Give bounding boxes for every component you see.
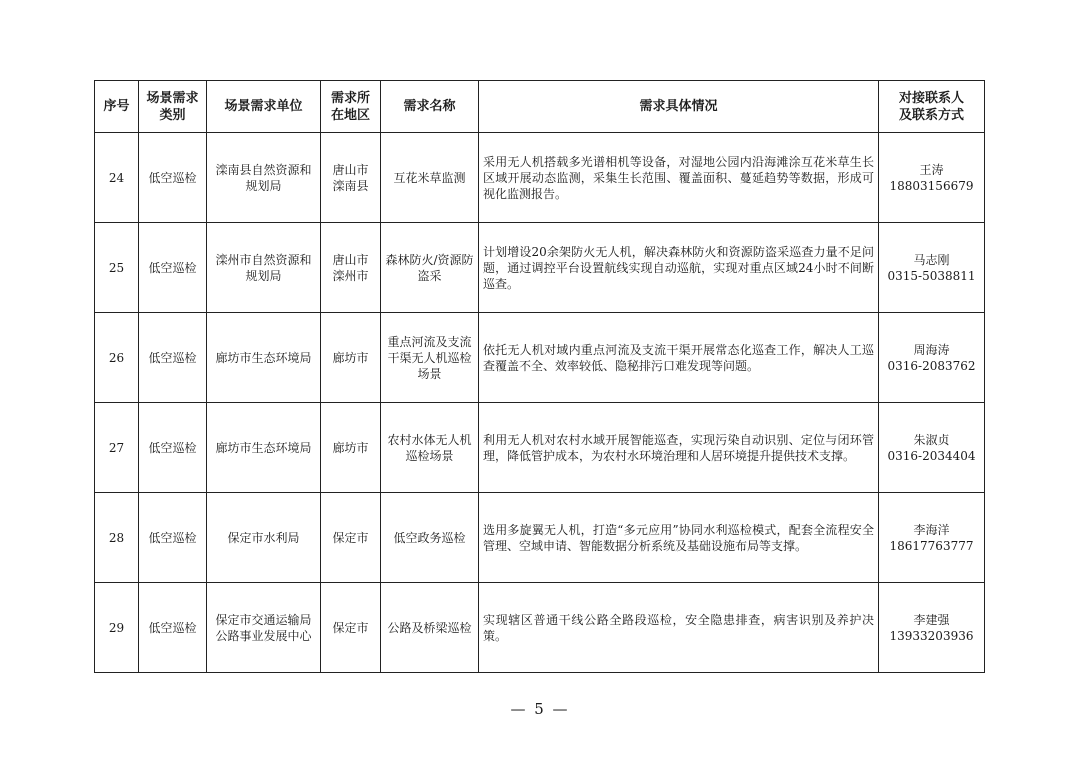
cell-category: 低空巡检 [139,133,207,223]
cell-detail: 实现辖区普通干线公路全路段巡检，安全隐患排查，病害识别及养护决策。 [479,583,879,673]
cell-contact [879,583,985,673]
cell-unit: 保定市水利局 [207,493,321,583]
table-row [95,583,985,673]
contact-name: 王涛 [919,162,944,177]
contact-phone: 0316-2034404 [887,448,976,463]
cell-category: 低空巡检 [139,493,207,583]
cell-category: 低空巡检 [139,403,207,493]
cell-name: 公路及桥梁巡检 [381,583,479,673]
cell-detail: 利用无人机对农村水域开展智能巡查，实现污染自动识别、定位与闭环管理，降低管护成本，为农村水环境治理和人居环境提升提供技术支撑。 [479,403,879,493]
cell-category: 低空巡检 [139,583,207,673]
header-category: 场景需求 类别 [139,81,207,133]
cell-category: 低空巡检 [139,223,207,313]
cell-name: 农村水体无人机 巡检场景 [381,403,479,493]
cell-name: 互花米草监测 [381,133,479,223]
table-row [95,493,985,583]
cell-no: 24 [95,133,139,223]
cell-unit: 保定市交通运输局 公路事业发展中心 [207,583,321,673]
header-detail: 需求具体情况 [479,81,879,133]
cell-contact [879,223,985,313]
cell-no: 26 [95,313,139,403]
cell-contact [879,403,985,493]
page-number: — 5 — [510,700,570,718]
header-unit: 场景需求单位 [207,81,321,133]
table-row [95,403,985,493]
cell-name: 低空政务巡检 [381,493,479,583]
cell-region: 唐山市 滦州市 [321,223,381,313]
cell-contact [879,493,985,583]
cell-category: 低空巡检 [139,313,207,403]
cell-detail: 计划增设20余架防火无人机，解决森林防火和资源防盗采巡查力量不足问题，通过调控平台设置航线实现自动巡航，实现对重点区域24小时不间断巡查。 [479,223,879,313]
cell-region: 保定市 [321,493,381,583]
cell-no: 28 [95,493,139,583]
table-row [95,313,985,403]
cell-detail: 选用多旋翼无人机，打造“多元应用”协同水利巡检模式，配套全流程安全管理、空域申请、智能数据分析系统及基础设施布局等支撑。 [479,493,879,583]
header-name: 需求名称 [381,81,479,133]
contact-name: 李海洋 [913,522,950,537]
contact-phone: 18617763777 [889,538,974,553]
cell-contact [879,133,985,223]
header-region: 需求所 在地区 [321,81,381,133]
table-row [95,223,985,313]
header-no: 序号 [95,81,139,133]
contact-name: 朱淑贞 [913,432,950,447]
cell-unit: 廊坊市生态环境局 [207,403,321,493]
cell-unit: 滦南县自然资源和 规划局 [207,133,321,223]
cell-no: 29 [95,583,139,673]
cell-name: 重点河流及支流 干渠无人机巡检 场景 [381,313,479,403]
table-row [95,133,985,223]
table-header-row [95,81,985,133]
cell-region: 唐山市 滦南县 [321,133,381,223]
cell-region: 廊坊市 [321,313,381,403]
contact-phone: 18803156679 [889,178,974,193]
requirements-table [94,80,985,673]
cell-no: 27 [95,403,139,493]
contact-name: 李建强 [913,612,950,627]
cell-detail: 依托无人机对域内重点河流及支流干渠开展常态化巡查工作，解决人工巡查覆盖不全、效率较低、隐秘排污口难发现等问题。 [479,313,879,403]
contact-name: 马志刚 [913,252,950,267]
contact-phone: 0316-2083762 [887,358,976,373]
cell-region: 保定市 [321,583,381,673]
cell-no: 25 [95,223,139,313]
cell-unit: 滦州市自然资源和 规划局 [207,223,321,313]
contact-name: 周海涛 [913,342,950,357]
contact-phone: 13933203936 [889,628,974,643]
cell-detail: 采用无人机搭载多光谱相机等设备，对湿地公园内沿海滩涂互花米草生长区域开展动态监测，采集生长范围、覆盖面积、蔓延趋势等数据，形成可视化监测报告。 [479,133,879,223]
header-contact: 对接联系人 及联系方式 [879,81,985,133]
cell-region: 廊坊市 [321,403,381,493]
cell-unit: 廊坊市生态环境局 [207,313,321,403]
cell-name: 森林防火/资源防 盗采 [381,223,479,313]
contact-phone: 0315-5038811 [887,268,976,283]
cell-contact [879,313,985,403]
